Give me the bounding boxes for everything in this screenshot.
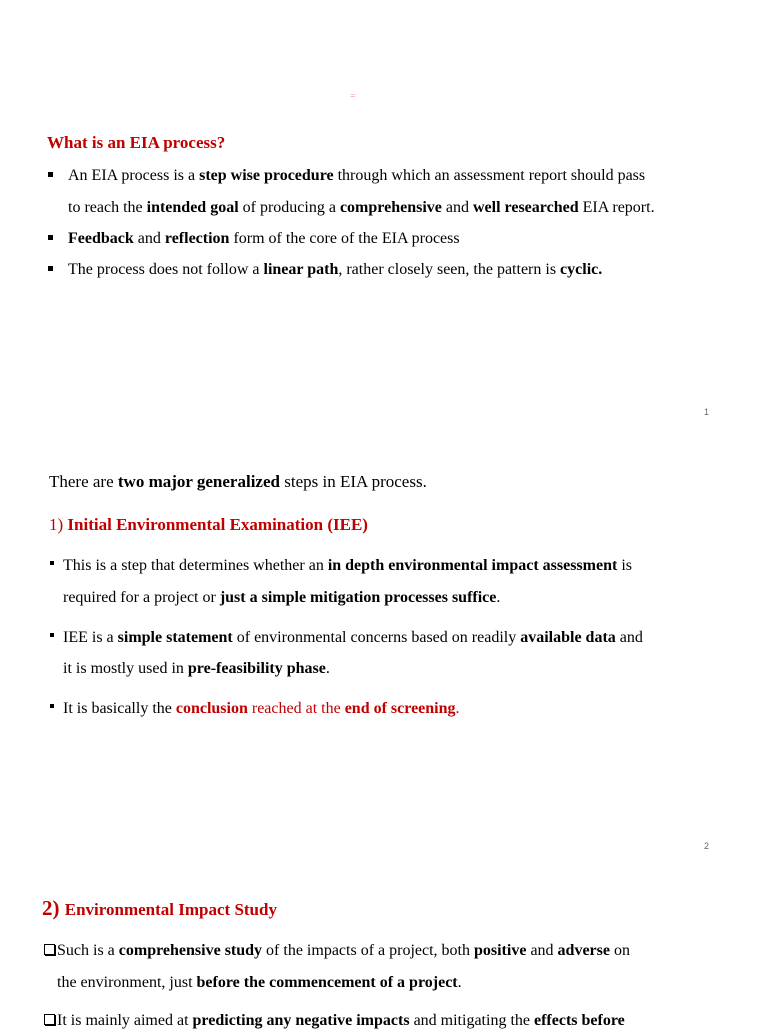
checkbox-bullet-icon	[44, 944, 55, 955]
square-bullet-icon	[48, 172, 53, 177]
slide3-bullet2-line1: It is mainly aimed at predicting any negative impacts and mitigating the effects before	[57, 1012, 625, 1029]
page-number: 2	[704, 841, 710, 851]
slide3-heading: 2) Environmental Impact Study	[42, 896, 277, 920]
slide1-bullet1-line2: to reach the intended goal of producing a comprehensive and well researched EIA report.	[68, 199, 655, 216]
slide2-bullet1-line1: This is a step that determines whether an in depth environmental impact assessment is	[63, 557, 632, 574]
slide2-bullet2-line2: it is mostly used in pre-feasibility phase.	[63, 660, 330, 677]
slide2-bullet2-line1: IEE is a simple statement of environmental concerns based on readily available data and	[63, 629, 643, 646]
square-bullet-icon	[50, 704, 54, 708]
square-bullet-icon	[50, 633, 54, 637]
slide2-heading: 1) Initial Environmental Examination (IEE)	[49, 515, 368, 534]
square-bullet-icon	[48, 266, 53, 271]
square-bullet-icon	[50, 561, 54, 565]
slide1-bullet2: Feedback and reflection form of the core of the EIA process	[68, 230, 460, 247]
slide2-intro: There are two major generalized steps in EIA process.	[49, 472, 427, 491]
slide2-bullet1-line2: required for a project or just a simple mitigation processes suffice.	[63, 589, 501, 606]
slide1-bullet3: The process does not follow a linear path, rather closely seen, the pattern is cyclic.	[68, 261, 603, 278]
slide3-bullet1-line2: the environment, just before the commencement of a project.	[57, 974, 462, 991]
decorative-dash: =	[350, 91, 356, 102]
page-number: 1	[704, 407, 710, 417]
square-bullet-icon	[48, 235, 53, 240]
slide1-bullet1-line1: An EIA process is a step wise procedure through which an assessment report should pass	[68, 167, 646, 184]
checkbox-bullet-icon	[44, 1014, 55, 1025]
slide2-bullet3: It is basically the conclusion reached at the end of screening.	[63, 700, 460, 717]
slide3-bullet1-line1: Such is a comprehensive study of the impacts of a project, both positive and adverse on	[57, 942, 630, 959]
slide1-title: What is an EIA process?	[47, 133, 226, 152]
